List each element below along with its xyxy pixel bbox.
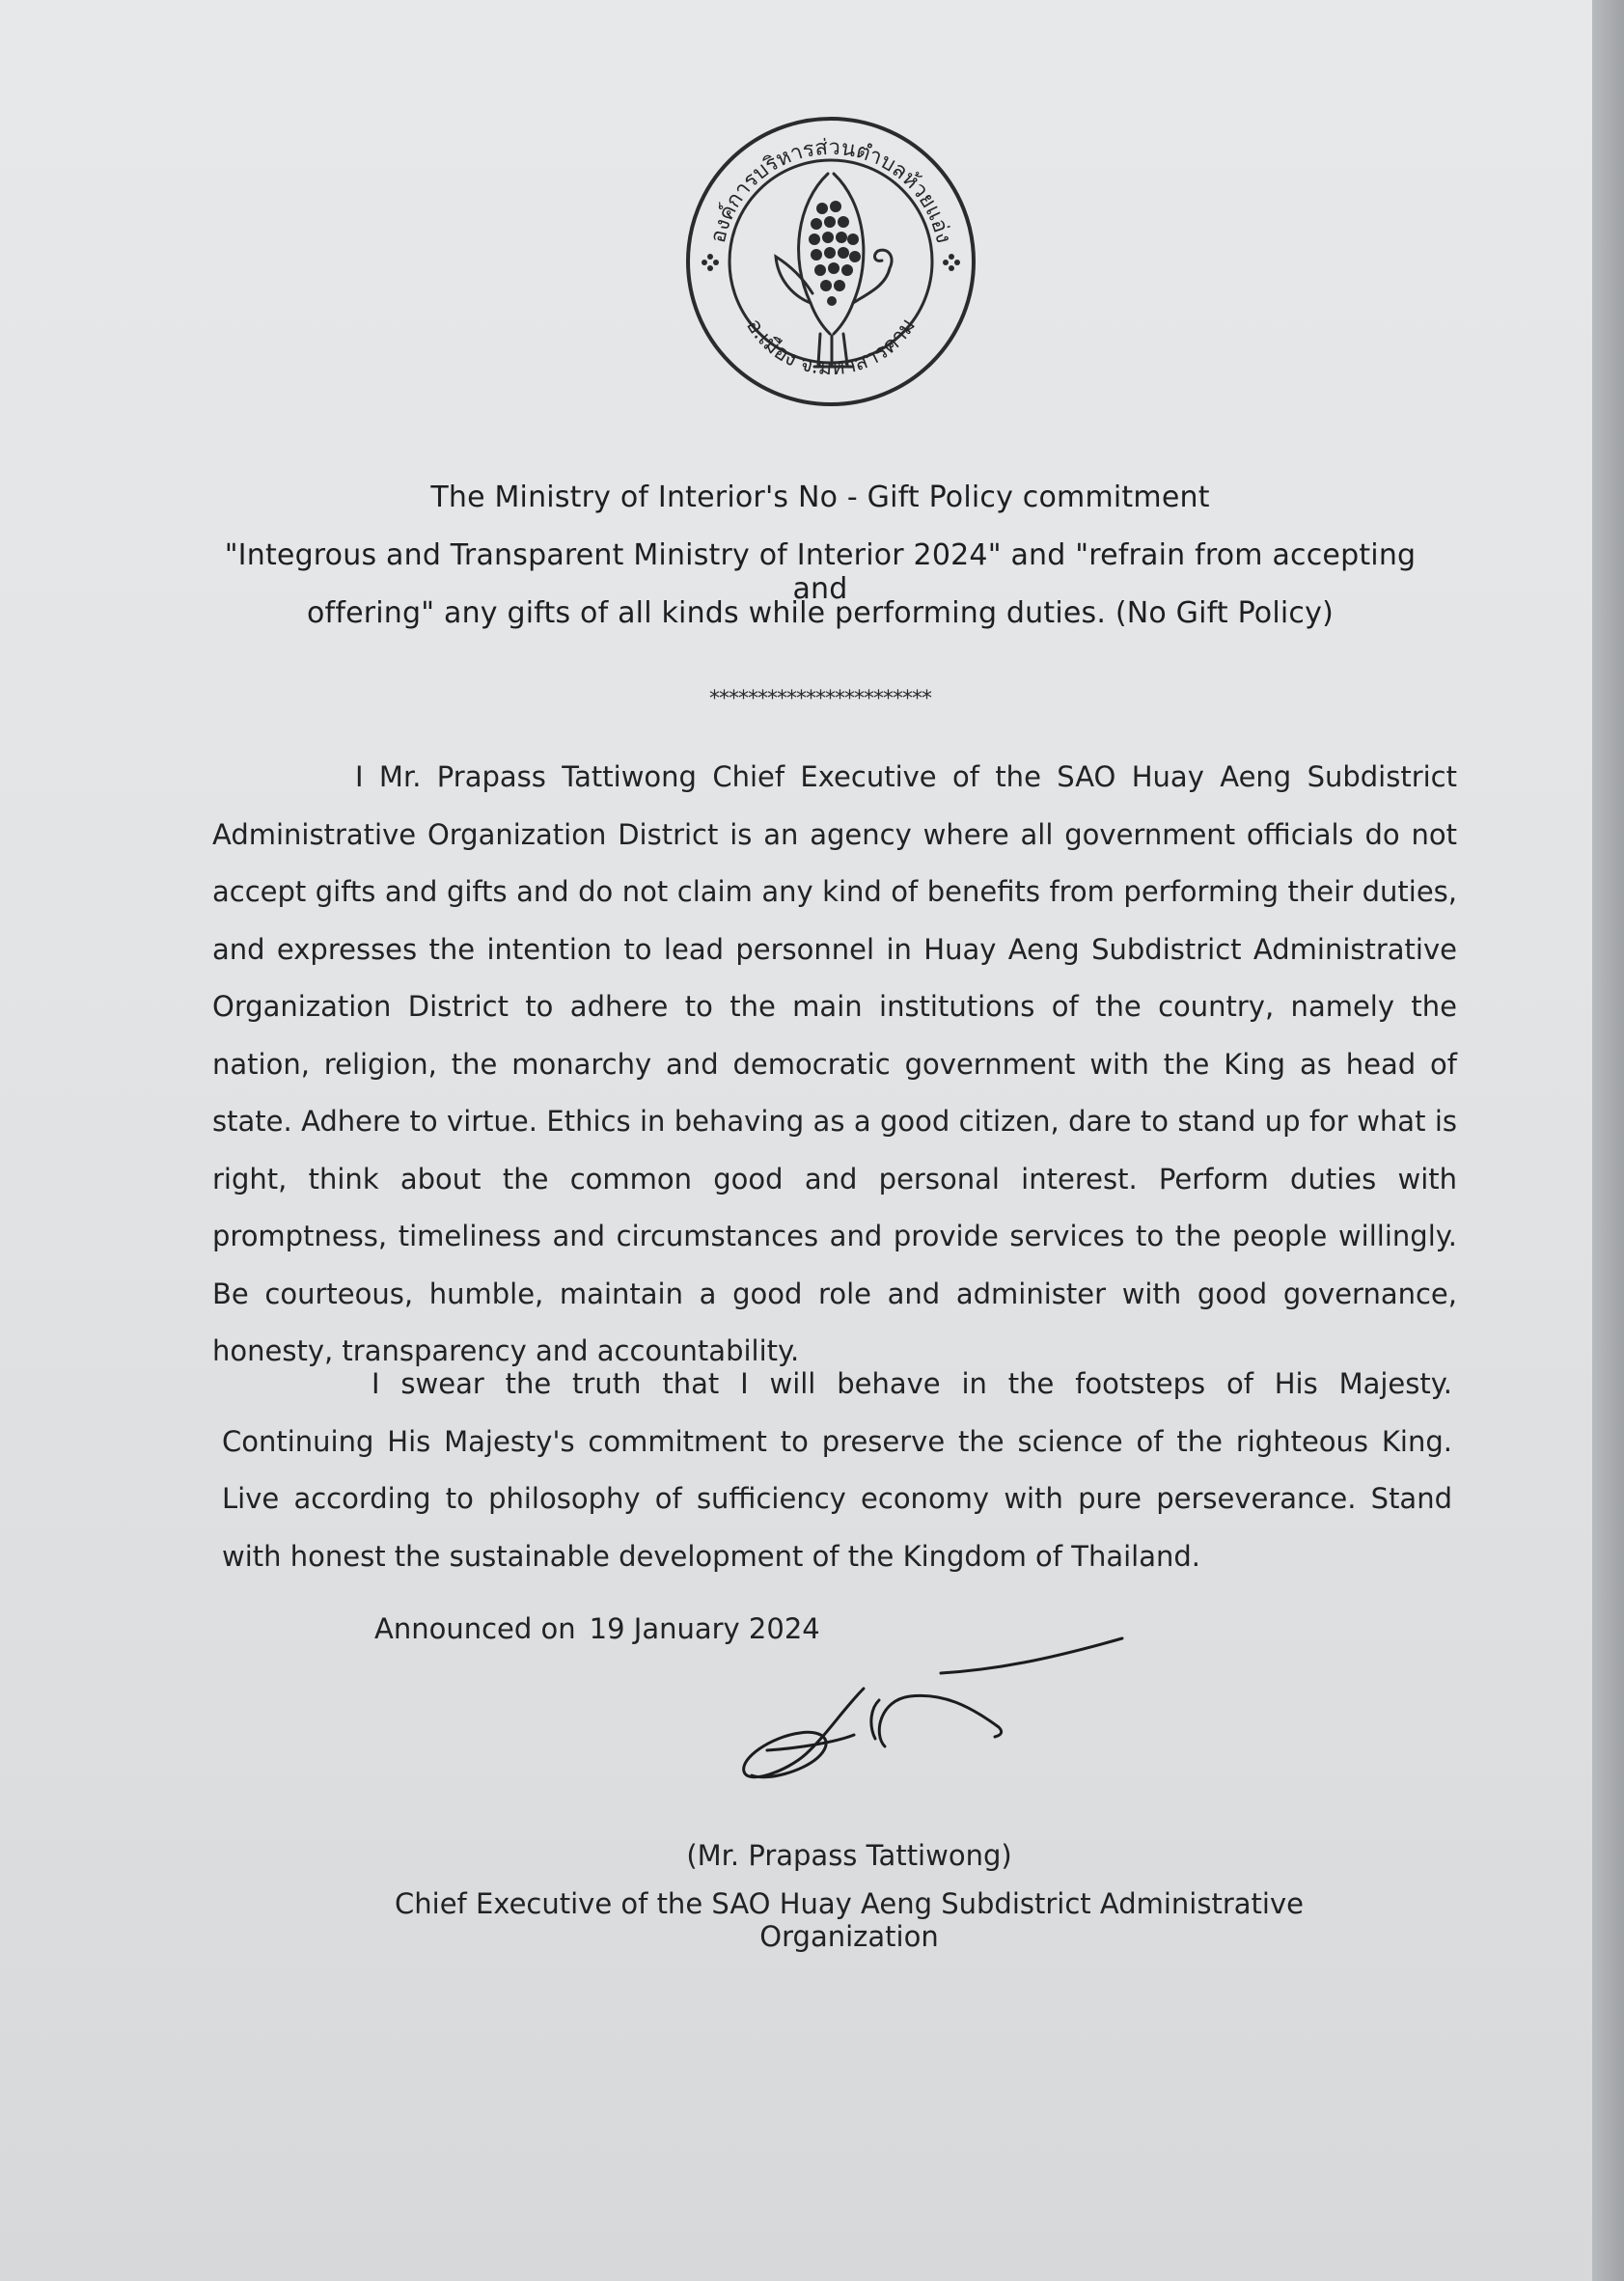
handwritten-signature [729, 1631, 1134, 1804]
corn-emblem-icon [776, 174, 892, 367]
heading-line-3: offering" any gifts of all kinds while performing duties. (No Gift Policy) [307, 596, 1334, 630]
heading-line-2: "Integrous and Transparent Ministry of Interior 2024" and "refrain from accepting and [224, 538, 1417, 606]
seal-bottom-text: อ.เมือง จ.มหาสารคาม [741, 314, 922, 381]
background-surface [1592, 0, 1624, 2281]
signatory-title: Chief Executive of the SAO Huay Aeng Subdistrict Administrative Organization [395, 1887, 1304, 1953]
seal-left-ornament [702, 254, 719, 271]
body-paragraph-2: I swear the truth that I will behave in the footsteps of His Majesty. Continuing His Majesty's commitment to preserve the science of the righteous King. Live according to philosophy of sufficiency economy with pure perseverance. Stand with honest the sustainable development of the Kingdom of Thailand. [222, 1367, 1452, 1573]
body-paragraph-1: I Mr. Prapass Tattiwong Chief Executive of the SAO Huay Aeng Subdistrict Administrative Organization District is an agency where all government officials do not accept gifts and gifts and do not claim any kind of benefits from performing their duties, and expresses the intention to lead personnel in Huay Aeng Subdistrict Administrative Organization District to adhere to the main institutions of the country, namely the nation, religion, the monarchy and democratic government with the King as head of state. Adhere to virtue. Ethics in behaving as a good citizen, dare to stand up for what is right, think about the common good and personal interest. Perform duties with promptness, timeliness and circumstances and provide services to the people willingly. Be courteous, humble, maintain a good role and administer with good governance, honesty, transparency and accountability. [212, 760, 1457, 1367]
heading-line-1: The Ministry of Interior's No - Gift Policy commitment [430, 481, 1210, 514]
announcement-date: 19 January 2024 [589, 1612, 820, 1645]
separator: *********************** [709, 687, 931, 711]
seal-top-text: องค์การบริหารส่วนตำบลห้วยแอ่ง [705, 135, 956, 246]
signatory-name: (Mr. Prapass Tattiwong) [686, 1839, 1012, 1872]
organization-seal [683, 114, 978, 409]
seal-right-ornament [943, 254, 960, 271]
announcement-label: Announced on [374, 1612, 576, 1645]
